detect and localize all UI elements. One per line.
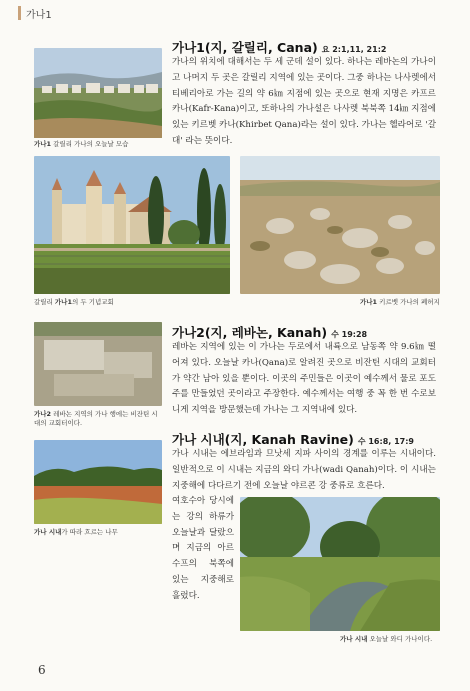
photo-cana-churches [34,156,230,294]
photo-cana-town [34,48,162,138]
paragraph-cana2: 레바논 지역에 있는 이 가나는 두로에서 내륙으로 남동쪽 약 9.6㎞ 떨어져 있다. 오늘날 카나(Qana)로 알려진 곳으로 비잔틴 시대의 교회터가 약간 남아 있을 뿐이다. 이곳의 주민들은 이곳이 예수께서 물로 포도주를 만들었던 곳이라고 주장한다. 예수께서는 여행 중 꼭 한 번 수로보니게 지역을 방문했는데 가나는 그 지역내에 있다. [172,342,436,416]
caption-stream: 가나 시내가 따라 흐르는 나무 [34,528,118,536]
caption-lebanon: 가나2 레바논 지역의 가나 행에는 비잔틴 시대의 교회터이다. [34,410,158,427]
photo-khirbet-qana-ruins [240,156,440,294]
caption-town: 가나1 갈릴리 가나의 오늘날 모습 [34,140,129,148]
caption-ruins: 가나1 키르벳 가나의 폐허지 [360,298,440,306]
running-header: 가나1 [26,10,52,21]
photo-lebanon-church-site [34,322,162,406]
header-accent-bar [18,6,21,20]
section-title-cana1: 가나1(지, 갈릴리, Cana) 요 2:1,11, 21:2 [172,40,387,55]
caption-wadi: 가나 시내 오늘날 와디 가나이다. [340,635,433,643]
section-title-kanah-ravine: 가나 시내(지, Kanah Ravine) 수 16:8, 17:9 [172,432,414,447]
photo-kanah-field [34,440,162,524]
photo-wadi-qanah [240,497,440,631]
caption-churches: 갈릴리 가나1의 두 기념교회 [34,298,114,306]
page-number: 6 [38,663,46,677]
paragraph-cana1: 가나의 위치에 대해서는 두 세 군데 설이 있다. 하나는 레바논의 가나이고 나머지 두 곳은 갈릴리 지역에 있는 곳이다. 그중 하나는 나사렛에서 티베리아로 가는 길의 약 6㎞ 지점에 있는 곳으로 현재 지명은 카프르 카나(Kafr-Kana)이고, 또하나의 가나설은 나사렛 북북쪽 14㎞ 지점에 있는 키르벳 카나(Khirbet Qana)라는 설이 있다. 가나는 헬라어로 '갈대' 라는 뜻이다. [172,57,436,146]
section-title-cana2: 가나2(지, 레바논, Kanah) 수 19:28 [172,325,368,340]
paragraph-kanah-narrow: 여호수아 당시에는 강의 하류가 오늘날과 달랐으며 지금의 아르수프의 북쪽에 있는 지중해로 흘렀다. [172,496,234,601]
paragraph-kanah-wide: 가나 시내는 에브라임과 므낫세 지파 사이의 경계를 이루는 시내이다. 일반적으로 이 시내는 지금의 와디 가나(wadi Qanah)이다. 이 시내는 지중해에 다다르기 전에 오늘날 야르콘 강 중류로 흐른다. [172,449,436,491]
scripture-reference: 요 2:1,11, 21:2 [321,45,387,54]
scripture-reference: 수 16:8, 17:9 [357,437,414,446]
scripture-reference: 수 19:28 [331,330,368,339]
